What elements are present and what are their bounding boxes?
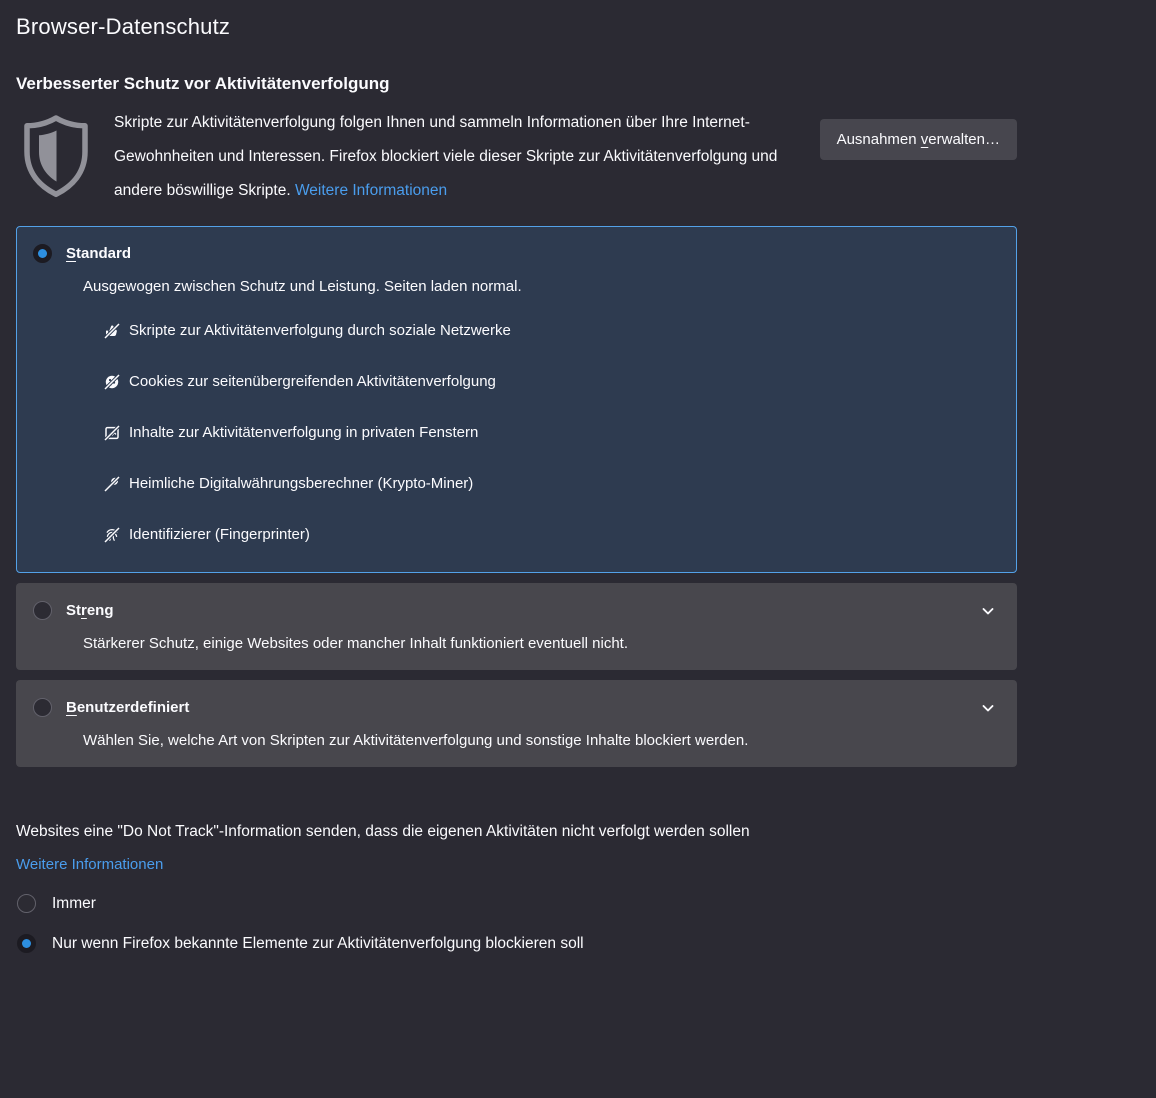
option-card-standard[interactable]: [16, 226, 1017, 573]
standard-description: Ausgewogen zwischen Schutz und Leistung. Seiten laden normal.: [83, 278, 522, 295]
standard-label[interactable]: [66, 245, 131, 262]
shield-icon: [22, 114, 90, 202]
button-label-accesskey: v: [920, 131, 929, 148]
blocked-item-label: Identifizierer (Fingerprinter): [129, 526, 310, 543]
chevron-down-icon[interactable]: [980, 700, 996, 716]
custom-description: Wählen Sie, welche Art von Skripten zur Aktivitätenverfolgung und sonstige Inhalte blockiert werden.: [83, 732, 749, 749]
tracking-protection-intro: [16, 112, 1017, 208]
standard-radio[interactable]: [33, 244, 52, 263]
label-pre: St: [66, 602, 81, 619]
list-item: [104, 475, 1000, 492]
option-card-strict[interactable]: [16, 583, 1017, 670]
tracking-protection-heading: Verbesserter Schutz vor Aktivitätenverfolgung: [16, 74, 390, 93]
dnt-option-always[interactable]: [16, 894, 1017, 913]
list-item: [104, 526, 1000, 543]
strict-label[interactable]: [66, 602, 114, 619]
blocked-item-label: Heimliche Digitalwährungsberechner (Krypto-Miner): [129, 475, 474, 492]
intro-text: Skripte zur Aktivitätenverfolgung folgen Ihnen und sammeln Informationen über Ihre Internet-Gewohnheiten und Interessen. Firefox blockiert viele dieser Skripte zur Aktivitätenverfolgung und andere böswillige Skripte.: [114, 114, 778, 199]
option-card-custom[interactable]: [16, 680, 1017, 767]
blocked-item-label: Skripte zur Aktivitätenverfolgung durch soziale Netzwerke: [129, 322, 511, 339]
tracking-protection-description: [114, 106, 782, 208]
page-title: Browser-Datenschutz: [16, 14, 231, 39]
label-accesskey: B: [66, 699, 77, 716]
blocked-item-label: Cookies zur seitenübergreifenden Aktivitätenverfolgung: [129, 373, 496, 390]
label-post: eng: [86, 602, 114, 619]
dnt-option-when-blocking[interactable]: [16, 934, 1017, 953]
strict-radio[interactable]: [33, 601, 52, 620]
do-not-track-text: Websites eine "Do Not Track"-Information senden, dass die eigenen Aktivitäten nicht verfolgt werden sollen: [16, 823, 750, 840]
label-post: tandard: [76, 245, 132, 262]
dnt-always-radio[interactable]: [17, 894, 36, 913]
social-tracker-blocked-icon: [104, 323, 120, 339]
label-accesskey: S: [66, 245, 77, 262]
button-label-post: erwalten…: [928, 131, 1000, 148]
learn-more-link[interactable]: Weitere Informationen: [294, 182, 448, 199]
label-accesskey: r: [81, 602, 87, 619]
list-item: [104, 322, 1000, 339]
dnt-when-blocking-label: Nur wenn Firefox bekannte Elemente zur Aktivitätenverfolgung blockieren soll: [52, 934, 584, 952]
standard-blocked-list: [104, 322, 1000, 543]
custom-radio[interactable]: [33, 698, 52, 717]
custom-label[interactable]: [66, 699, 189, 716]
dnt-when-blocking-radio[interactable]: [17, 934, 36, 953]
chevron-down-icon[interactable]: [980, 603, 996, 619]
blocked-item-label: Inhalte zur Aktivitätenverfolgung in privaten Fenstern: [129, 424, 479, 441]
do-not-track-section: [16, 823, 1017, 953]
cryptominer-blocked-icon: [104, 476, 120, 492]
strict-description: Stärkerer Schutz, einige Websites oder mancher Inhalt funktioniert eventuell nicht.: [83, 635, 629, 652]
list-item: [104, 373, 1000, 390]
manage-exceptions-button[interactable]: [820, 119, 1017, 160]
dnt-learn-more-link[interactable]: Weitere Informationen: [16, 856, 164, 873]
dnt-always-label: Immer: [52, 894, 96, 912]
label-post: enutzerdefiniert: [76, 699, 190, 716]
tracking-content-blocked-icon: [104, 425, 120, 441]
fingerprinter-blocked-icon: [104, 527, 120, 543]
list-item: [104, 424, 1000, 441]
button-label-pre: Ausnahmen: [836, 131, 921, 148]
cross-site-cookie-blocked-icon: [104, 374, 120, 390]
